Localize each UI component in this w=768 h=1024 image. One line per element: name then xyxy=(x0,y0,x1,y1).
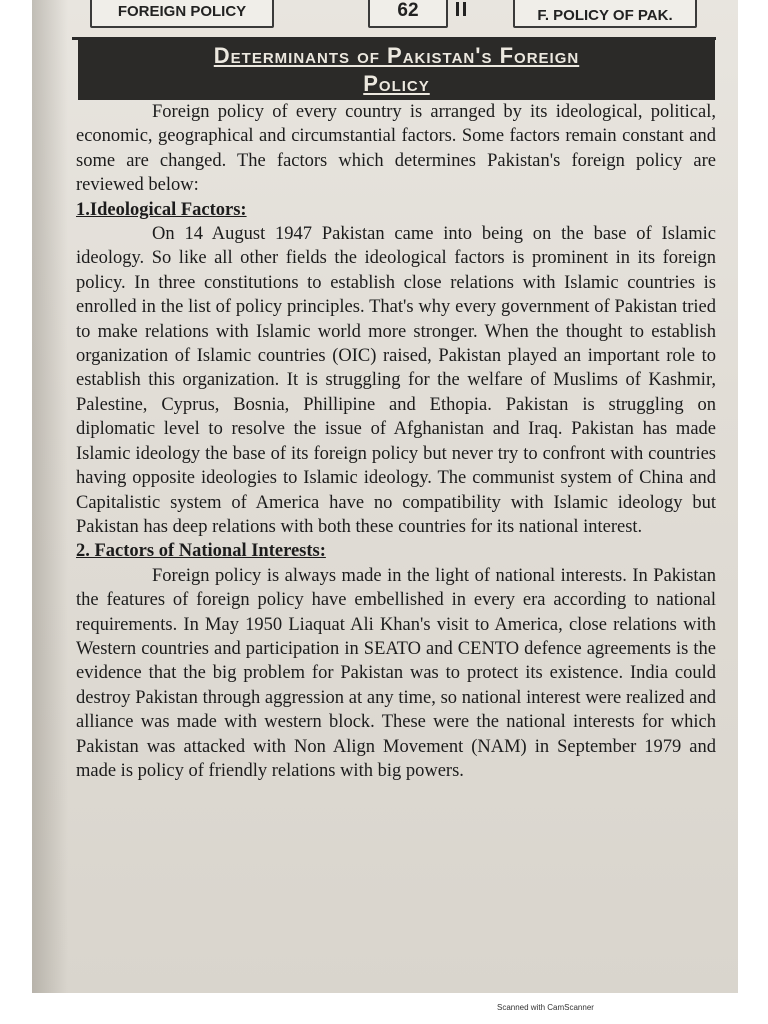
chapter-tab: FOREIGN POLICY xyxy=(90,0,274,28)
page-title xyxy=(78,40,715,100)
section-tab: F. POLICY OF PAK. xyxy=(513,0,697,28)
title-line-1: Determinants of Pakistan's Foreign xyxy=(213,43,580,68)
scanner-watermark: Scanned with CamScanner xyxy=(497,1003,594,1012)
page-number-bars xyxy=(456,2,466,16)
section-body-ideological: On 14 August 1947 Pakistan came into being on the base of Islamic ideology. So like all other fields the ideological factors is prominent in its foreign policy. In three constitutions to establish close relations with Islamic countries is enrolled in the list of policy principles. That's why every government of Pakistan tried to make relations with Islamic world more stronger. When the thought to establish organization of Islamic countries (OIC) raised, Pakistan played an important role to establish this organization. It is struggling for the welfare of Muslims of Kashmir, Palestine, Cyprus, Bosnia, Phillipine and Ethopia. Pakistan is struggling on diplomatic level to resolve the issue of Afghanistan and Iraq. Pakistan has made Islamic ideology the base of its foreign policy but never try to confront with countries having opposite ideologies to Islamic ideology. The communist system of China and Capitalistic system of America have no compatibility with Islamic ideology but Pakistan has deep relations with both these countries for its national interest. xyxy=(76,224,716,537)
section-body-national-interests: Foreign policy is always made in the light of national interests. In Pakistan the features of foreign policy have embellished in every era according to national requirements. In May 1950 Liaquat Ali Khan's visit to America, close relations with Western countries and participation in SEATO and CENTO defence agreements is the evidence that the big problem for Pakistan was to protect its existence. India could destroy Pakistan through aggression at any time, so national interest were realized and alliance was made with western block. These were the national interests for which Pakistan was attacked with Non Align Movement (NAM) in September 1979 and made is policy of friendly relations with big powers. xyxy=(76,565,716,781)
title-line-2: Policy xyxy=(363,71,430,96)
page-number: 62 xyxy=(368,0,448,28)
intro-paragraph: Foreign policy of every country is arranged by its ideological, political, economic, geographical and circumstantial factors. Some factors remain constant and some are changed. The factors which determines Pakistan's foreign policy are reviewed below: xyxy=(76,102,716,196)
document-body xyxy=(76,100,716,783)
scanned-page xyxy=(32,0,738,993)
section-heading-national-interests: 2. Factors of National Interests: xyxy=(76,541,326,562)
section-heading-ideological: 1.Ideological Factors: xyxy=(76,199,247,220)
